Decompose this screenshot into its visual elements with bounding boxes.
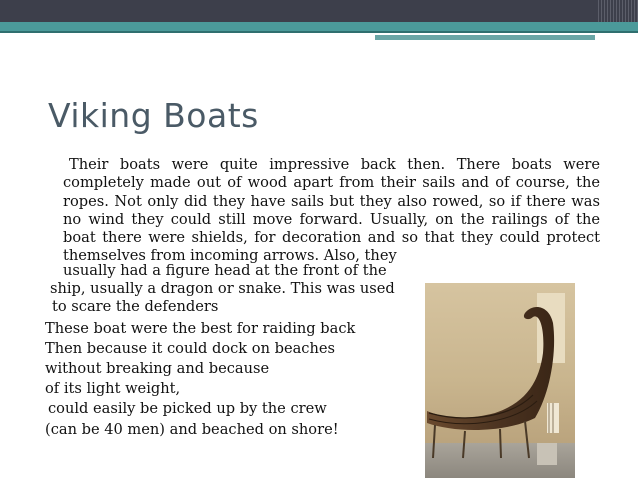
body-line-3: to scare the defenders bbox=[52, 298, 219, 315]
body-line-1: usually had a figure head at the front of the bbox=[63, 262, 387, 279]
body-paragraph: Their boats were quite impressive back then. There boats were completely made out of wood apart from their sails and of course, the ropes. Not only did they have sails but they also rowed, so if there was no wind they could still move forward. Usually, on the railings of the boat there were shields, for decoration and so that they could protect themselves from incoming arrows. Also, they bbox=[63, 156, 600, 265]
header-bar bbox=[0, 0, 638, 22]
body-line-6: without breaking and because bbox=[45, 360, 270, 377]
slide-title: Viking Boats bbox=[48, 96, 259, 135]
body-line-2: ship, usually a dragon or snake. This was used bbox=[50, 280, 395, 297]
accent-line bbox=[375, 35, 595, 40]
body-line-4: These boat were the best for raiding back bbox=[45, 320, 356, 337]
accent-band-shadow bbox=[0, 31, 638, 33]
body-line-8: could easily be picked up by the crew bbox=[48, 400, 327, 417]
viking-ship-photo bbox=[425, 283, 575, 478]
accent-band bbox=[0, 22, 638, 31]
body-line-5: Then because it could dock on beaches bbox=[45, 340, 335, 357]
body-line-7: of its light weight, bbox=[45, 380, 181, 397]
header-stripes bbox=[598, 0, 638, 22]
body-line-9: (can be 40 men) and beached on shore! bbox=[45, 421, 339, 438]
